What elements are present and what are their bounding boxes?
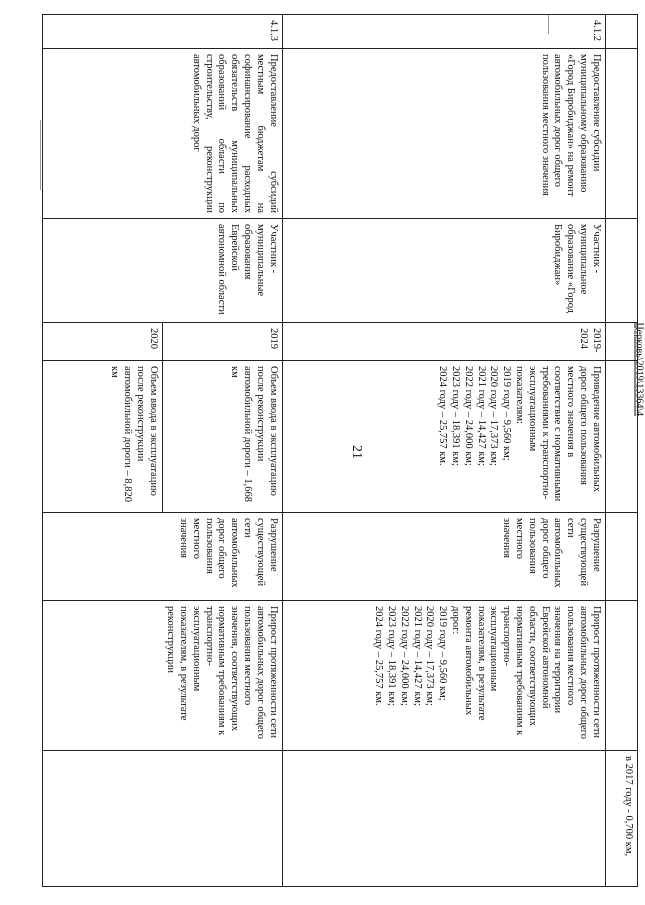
page-number: 21 — [349, 445, 364, 459]
period: 2019 — [162, 323, 282, 361]
table-row-top — [605, 15, 637, 887]
year-line: 2023 году – 18,391 км; — [385, 606, 397, 706]
row-number: 4.1.3 — [43, 15, 283, 49]
year-line: 2023 году – 18,391 км; — [449, 366, 461, 466]
executor: Участник - муниципальные образования Еврейской автономной области — [43, 219, 283, 323]
table-row-4-1-3a — [162, 15, 282, 887]
year-line: 2019 году – 9,560 км; — [437, 606, 449, 701]
year-line: 2022 году – 24,000 км; — [462, 366, 474, 466]
period: 2019-2024 — [282, 323, 605, 361]
year-line: 2020 году – 17,373 км; — [424, 606, 436, 706]
year-line: 2021 году – 14,427 км; — [475, 366, 487, 466]
year-line: 2024 году – 25,757 км. — [373, 606, 385, 706]
top-row-note: в 2017 году - 0,700 км, — [605, 751, 637, 887]
year-line: 2024 году – 25,757 км. — [437, 366, 449, 466]
indicator — [282, 601, 605, 751]
expected-result: Объем ввода в эксплуатацию после реконструкции автомобильной дороги – 8,820 км — [43, 361, 163, 513]
period: 2020 — [43, 323, 163, 361]
program-measures-table — [42, 14, 638, 886]
consequence: Разрушение существующей сети автомобильных дорог общего пользования местного значения — [43, 513, 283, 601]
year-line: 2021 году – 14,427 км; — [411, 606, 423, 706]
expected-result — [282, 361, 605, 513]
expected-result-lead: Приведение автомобильных дорог общего пользования местного значения в соответствие с нормативными требованиями к транспортно-эксплуатационным показателям: — [513, 366, 602, 502]
executor: Участник - муниципальное образование «Город Биробиджан» — [282, 219, 605, 323]
row-number: 4.1.2 — [282, 15, 605, 49]
year-line: 2019 году – 9,560 км; — [501, 366, 513, 461]
table-row-4-1-2 — [282, 15, 605, 887]
measure-name: Предоставление субсидии муниципальному образованию «Город Биробиджан» на ремонт автомобильных дорог общего пользования местного значения — [282, 49, 605, 219]
consequence: Разрушение существующей сети автомобильных дорог общего пользования местного значения — [282, 513, 605, 601]
indicator: Прирост протяженности сети автомобильных дорог общего пользования местного значения, соответствующих нормативным требованиям к транспортно-эксплуатационным показателям, в результате реконструкции — [43, 601, 283, 751]
measure-name: Предоставление субсидий местным бюджетам на софинансирование расходных обязательств муниципальных образований области по строительству, реконструкции автомобильных дорог — [43, 49, 283, 219]
indicator-lead: Прирост протяженности сети автомобильных дорог общего пользования местного значения на территории Еврейской автономной области, соответствующих нормативным требованиям к транспортно-эксплуатационным показателям, в результате ремонта автомобильных дорог: — [449, 606, 602, 739]
expected-result: Объем ввода в эксплуатацию после реконструкции автомобильной дороги – 1,668 км — [162, 361, 282, 513]
year-line: 2022 году – 24,000 км; — [398, 606, 410, 706]
year-line: 2020 году – 17,373 км; — [488, 366, 500, 466]
scan-line-left — [40, 120, 41, 190]
footer-code: Церковь\2019\13364\4 — [633, 322, 645, 417]
